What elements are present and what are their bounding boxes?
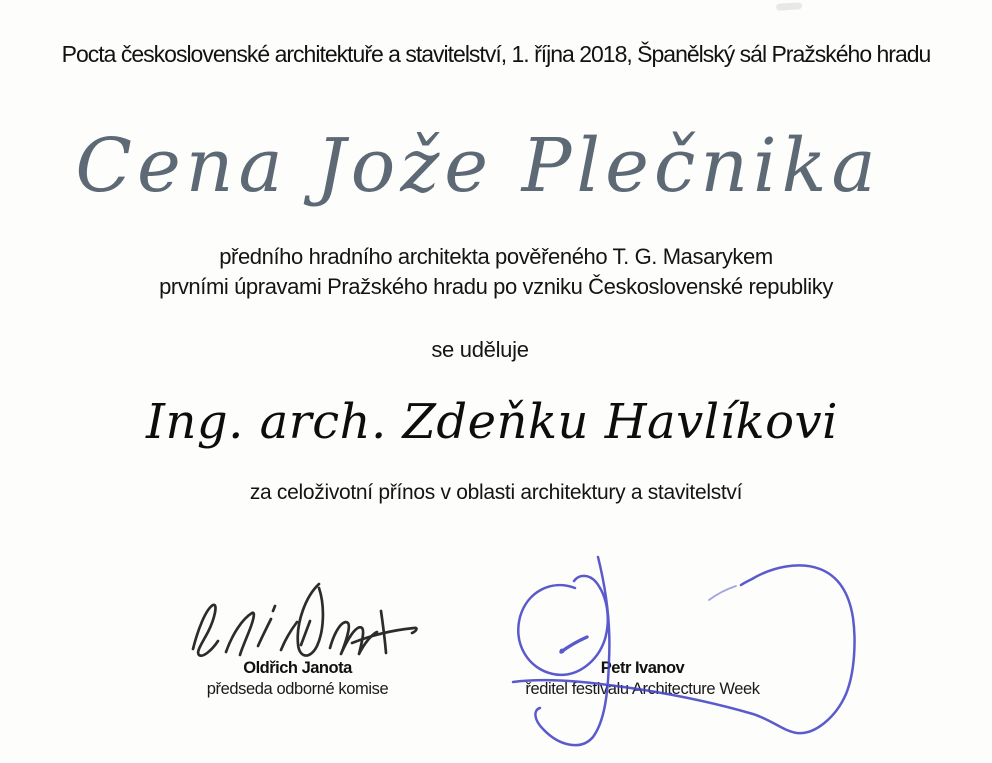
scan-smudge-artifact: [776, 2, 802, 11]
award-phrase: se uděluje: [431, 337, 529, 362]
signature-block-left: [170, 659, 425, 699]
recipient-name: Ing. arch. Zdeňku Havlíkovi: [146, 394, 838, 450]
event-header: Pocta československé architektuře a stavitelství, 1. října 2018, Španělský sál Pražského hradu: [61, 41, 931, 67]
award-title-script: Cena Jože Plečnika: [75, 123, 881, 209]
award-description-line2: prvními úpravami Pražského hradu po vzniku Československé republiky: [159, 274, 833, 299]
signatory-name-ivanov: Petr Ivanov: [600, 659, 685, 677]
award-reason: za celoživotní přínos v oblasti architektury a stavitelství: [249, 481, 743, 504]
ivanov-signature-drawing: [495, 550, 895, 763]
signature-block-right: [515, 659, 770, 699]
signatory-title-janota: předseda odborné komise: [206, 680, 389, 698]
award-description: [0, 242, 992, 302]
janota-signature-drawing: [180, 575, 425, 665]
signatory-name-janota: Oldřich Janota: [243, 659, 352, 677]
award-description-line1: předního hradního architekta pověřeného T. G. Masarykem: [219, 244, 773, 269]
signatory-title-ivanov: ředitel festivalu Architecture Week: [525, 680, 760, 698]
